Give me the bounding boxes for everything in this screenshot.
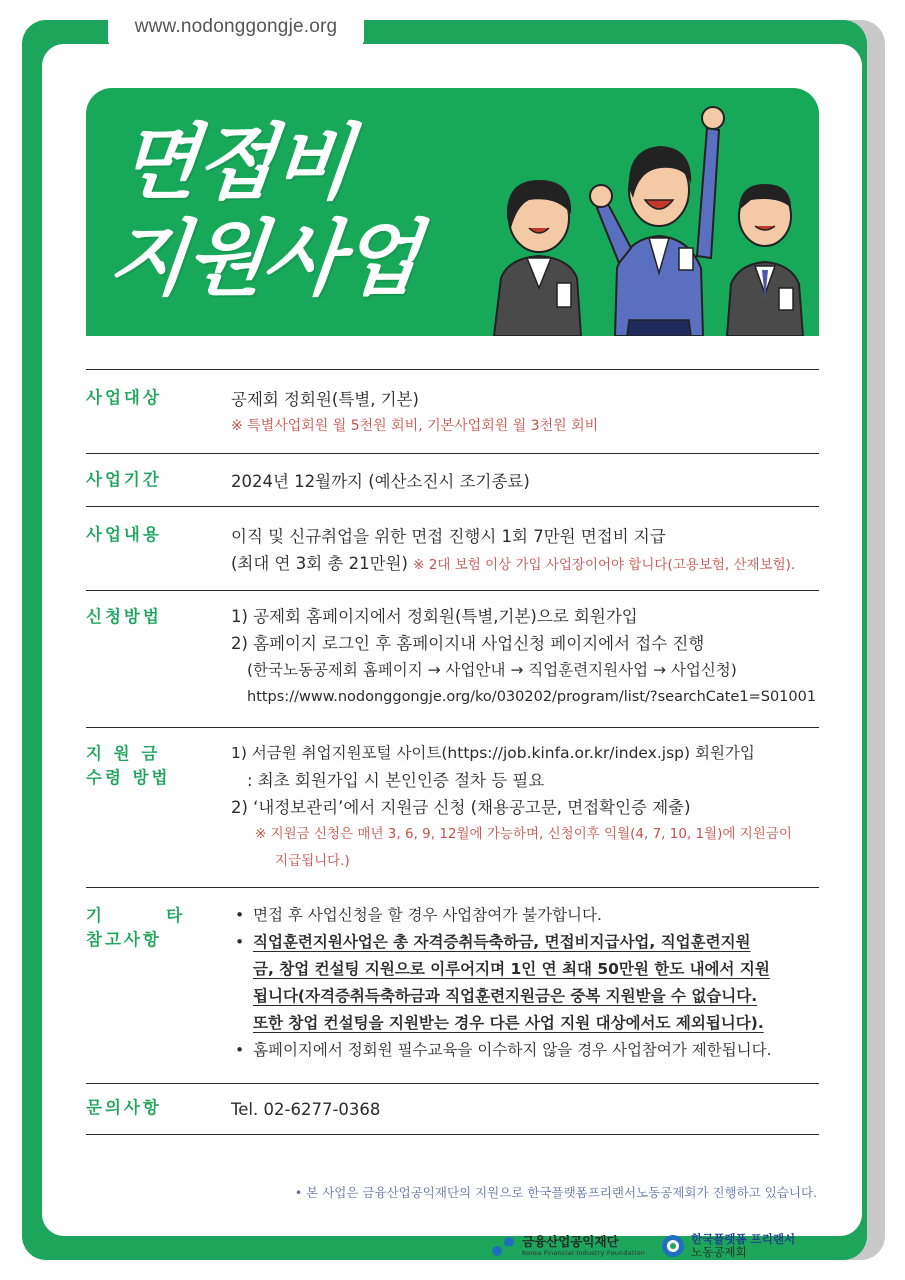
foundation-name: 금융산업공익재단 [522, 1234, 619, 1249]
hero-banner [86, 88, 819, 336]
hero-title-line2: 지원사업 [104, 212, 423, 307]
apply-link[interactable]: https://www.nodonggongje.org/ko/030202/program/list/?searchCate1=S01001 [247, 689, 817, 705]
label-contact: 문의사항 [86, 1098, 162, 1117]
label-target: 사업대상 [86, 388, 162, 407]
footnote: • 본 사업은 금융산업공익재단의 지원으로 한국플랫폼프리랜서노동공제회가 진행하고 있습니다. [294, 1185, 817, 1200]
bullet-icon: • [235, 1041, 245, 1059]
receive-note1: ※ 지원금 신청은 매년 3, 6, 9, 12월에 가능하며, 신청이후 익월(4, 7, 10, 1월)에 지원금이 [255, 826, 792, 842]
hero-title [104, 116, 433, 308]
row-period [86, 453, 819, 506]
etc-item2-line2: 금, 창업 컨설팅 지원으로 이루어지며 1인 연 최대 50만원 한도 내에서 지원 [253, 960, 770, 978]
target-note: ※ 특별사업회원 월 5천원 회비, 기본사업회원 월 3천원 회비 [231, 418, 599, 434]
etc-item2-line1: 직업훈련지원사업은 총 자격증취득축하금, 면접비지급사업, 직업훈련지원 [253, 933, 751, 951]
union-logo-icon [661, 1234, 685, 1258]
union-name-line1: 한국플랫폼 프리랜서 [691, 1232, 796, 1246]
etc-item [231, 1037, 819, 1064]
etc-item1: 면접 후 사업신청을 할 경우 사업참여가 불가합니다. [253, 906, 602, 924]
receive-line2: : 최초 회원가입 시 본인인증 절차 등 필요 [247, 771, 545, 790]
man-right-figure [727, 184, 803, 336]
union-name-line2: 노동공제회 [691, 1245, 747, 1259]
row-etc [86, 887, 819, 1083]
label-period: 사업기간 [86, 470, 162, 489]
label-receive-2: 수령 방법 [86, 768, 171, 787]
woman-left-figure [494, 180, 581, 336]
label-receive [86, 740, 231, 887]
woman-center-figure [590, 107, 724, 336]
period-text: 2024년 12월까지 (예산소진시 조기종료) [231, 472, 530, 491]
label-etc [86, 902, 231, 1083]
etc-item2-line3: 됩니다(자격증취득축하금과 직업훈련지원금은 중복 지원받을 수 없습니다. [253, 987, 758, 1005]
apply-line2: 2) 홈페이지 로그인 후 홈페이지내 사업신청 페이지에서 접수 진행 [231, 634, 705, 653]
receive-note2: 지급됩니다.) [275, 853, 350, 869]
content-line1: 이직 및 신규취업을 위한 면접 진행시 1회 7만원 면접비 지급 [231, 527, 666, 546]
logo-freelancer-union [661, 1233, 795, 1259]
foundation-logo-icon [490, 1235, 516, 1257]
etc-item3: 홈페이지에서 정회원 필수교육을 이수하지 않을 경우 사업참여가 제한됩니다. [253, 1041, 772, 1059]
logo-financial-foundation [490, 1235, 645, 1257]
sponsor-logos [490, 1226, 800, 1266]
hero-title-line1: 면접비 [114, 116, 356, 211]
etc-item [231, 902, 819, 929]
target-text: 공제회 정회원(특별, 기본) [231, 390, 419, 409]
row-contact [86, 1083, 819, 1135]
label-receive-1: 지 원 금 [86, 744, 161, 763]
receive-line1: 1) 서금원 취업지원포털 사이트(https://job.kinfa.or.kr/index.jsp) 회원가입 [231, 744, 755, 762]
content-line2: (최대 연 3회 총 21만원) [231, 554, 408, 573]
row-apply [86, 590, 819, 727]
apply-line1: 1) 공제회 홈페이지에서 정회원(특별,기본)으로 회원가입 [231, 607, 638, 626]
label-etc-2: 참고사항 [86, 930, 162, 949]
row-receive [86, 727, 819, 887]
row-content [86, 506, 819, 590]
cheering-workers-illustration [489, 88, 819, 336]
etc-item2-line4: 또한 창업 컨설팅을 지원받는 경우 다른 사업 지원 대상에서도 제외됩니다). [253, 1014, 764, 1032]
label-content: 사업내용 [86, 525, 162, 544]
label-etc-1: 기 타 [86, 906, 186, 925]
apply-line3: (한국노동공제회 홈페이지 → 사업안내 → 직업훈련지원사업 → 사업신청) [247, 661, 737, 679]
row-target [86, 369, 819, 453]
label-apply: 신청방법 [86, 607, 162, 626]
site-url[interactable]: www.nodonggongje.org [108, 8, 364, 46]
etc-item [231, 929, 819, 1037]
bullet-icon: • [235, 906, 245, 924]
info-table [86, 369, 819, 1135]
bullet-icon: • [235, 933, 245, 951]
receive-line3: 2) ‘내정보관리’에서 지원금 신청 (채용공고문, 면접확인증 제출) [231, 798, 691, 817]
contact-phone[interactable]: Tel. 02-6277-0368 [231, 1100, 381, 1119]
content-note: ※ 2대 보험 이상 가입 사업장이어야 합니다(고용보험, 산재보험). [413, 557, 796, 573]
foundation-sub: Korea Financial Industry Foundation [522, 1249, 646, 1257]
